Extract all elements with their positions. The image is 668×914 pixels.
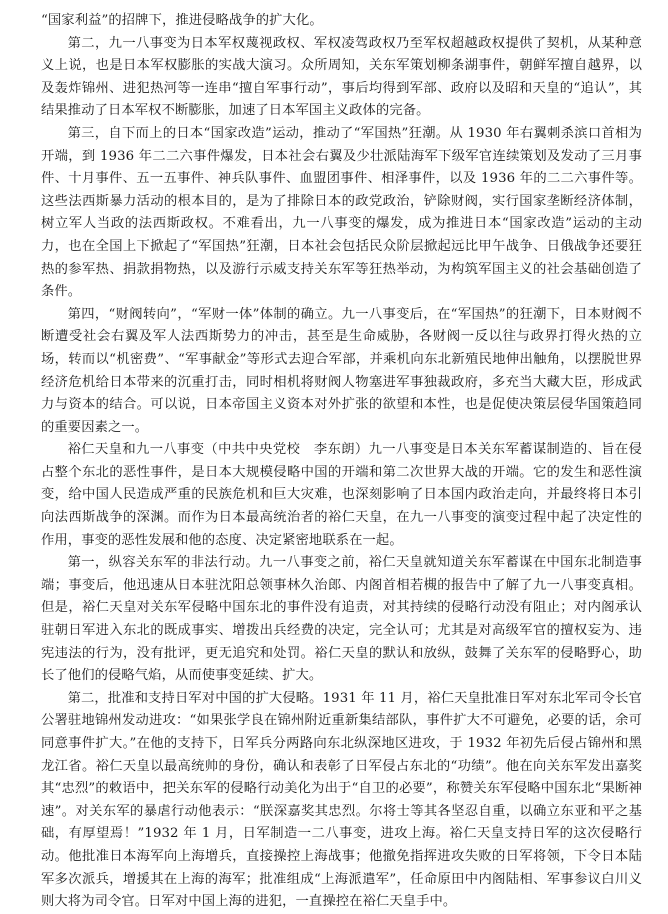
paragraph-5: 裕仁天皇和九一八事变（中共中央党校 李东朗）九一八事变是日本关东军蓄谋制造的、旨在侵占整个东北的恶性事件，是日本大规模侵略中国的开端和第二次世界大战的开端。它的发生和恶性演变，给中国人民造成严重的民族危机和巨大灾难，也深刻影响了日本国内政治走向，并最终将日本引向法西斯战争的深渊。而作为日本最高统治者的裕仁天皇，在九一八事变的演变过程中起了决定性的作用，事变的恶性发展和他的态度、决定紧密地联系在一起。 <box>41 442 642 548</box>
paragraph-6: 第一，纵容关东军的非法行动。九一八事变之前，裕仁天皇就知道关东军蓄谋在中国东北制造事端；事变后，他迅速从日本驻沈阳总领事林久治郎、内阁首相若槻的报告中了解了九一八事变真相。但是，裕仁天皇对关东军侵略中国东北的事件没有追责，对其持续的侵略行动没有阻止；对内阁承认驻朝日军进入东北的既成事实、增拨出兵经费的决定，完全认可；尤其是对高级军官的擅权妄为、违宪违法的行为，没有批评，更无追究和处罚。裕仁天皇的默认和放纵，鼓舞了关东军的侵略野心，助长了他们的侵略气焰，从而使事变延续、扩大。 <box>41 555 642 684</box>
paragraph-4: 第四，“财阀转向”，“军财一体”体制的确立。九一八事变后，在“军国热”的狂潮下，日本财阀不断遭受社会右翼及军人法西斯势力的冲击，甚至是生命威胁，各财阀一反以往与政界打得火热的立场，转而以“机密费”、“军事献金”等形式去迎合军部，并乘机向东北新殖民地伸出触角，以摆脱世界经济危机给日本带来的沉重打击，同时相机将财阀人物塞进军事独裁政府，多充当大藏大臣，形成武力与资本的结合。可以说，日本帝国主义资本对外扩张的欲望和本性，也是促使决策层侵华国策趋同的重要因素之一。 <box>41 306 642 435</box>
paragraph-2: 第二，九一八事变为日本军权蔑视政权、军权凌驾政权乃至军权超越政权提供了契机，从某种意义上说，也是日本军权膨胀的实战大演习。众所周知，关东军策划柳条湖事件，朝鲜军擅自越界，以及轰炸锦州、进犯热河等一连串“擅自军事行动”，事后均得到军部、政府以及昭和天皇的“追认”，其结果推动了日本军权不断膨胀，加速了日本军国主义政体的完备。 <box>41 35 642 119</box>
paragraph-7: 第二，批准和支持日军对中国的扩大侵略。1931 年 11 月，裕仁天皇批准日军对东北军司令长官公署驻地锦州发动进攻：“如果张学良在锦州附近重新集结部队，事件扩大不可避免，必要的话，余可同意事件扩大。”在他的支持下，日军兵分两路向东北纵深地区进攻，于 1932 年初先后侵占锦州和黑龙江省。裕仁天皇以最高统帅的身份，确认和表彰了日军侵占东北的“功绩”。他在向关东军发出嘉奖其“忠烈”的敕语中，把关东军的侵略行动美化为出于“自卫的必要”，称赞关东军侵略中国东北“果断神速”。对关东军的暴虐行动他表示：“朕深嘉奖其忠烈。尔将士等其各坚忍自重，以确立东亚和平之基础，有厚望焉！”1932 年 1 月，日军制造一二八事变，进攻上海。裕仁天皇支持日军的这次侵略行动。他批准日本海军向上海增兵，直接操控上海战事；他撤免指挥进攻失败的日军将领，下令日本陆军多次派兵，增援其在上海的海军；批准组成“上海派遣军”，任命原田中内阁陆相、军事参议白川义则大将为司令官。日军对中国上海的进犯，一直操控在裕仁天皇手中。 <box>41 690 642 910</box>
paragraph-3: 第三，自下而上的日本“国家改造”运动，推动了“军国热”狂潮。从 1930 年右翼刺杀滨口首相为开端，到 1936 年二二六事件爆发，日本社会右翼及少壮派陆海军下级军官连续策划及发动了三月事件、十月事件、五一五事件、神兵队事件、血盟团事件、相泽事件，以及 1936 年的二二六事件等。这些法西斯暴力活动的根本目的，是为了排除日本的政党政治，铲除财阀，实行国家垄断经济体制，树立军人当政的法西斯政权。不难看出，九一八事变的爆发，成为推进日本“国家改造”运动的主动力，也在全国上下掀起了“军国热”狂潮，日本社会包括民众阶层掀起远比甲午战争、日俄战争还要狂热的参军热、捐款捐物热，以及游行示威支持关东军等狂热举动，为构筑军国主义的社会基础创造了条件。 <box>41 125 642 300</box>
paragraph-1: “国家利益”的招牌下，推进侵略战争的扩大化。 <box>41 13 323 28</box>
